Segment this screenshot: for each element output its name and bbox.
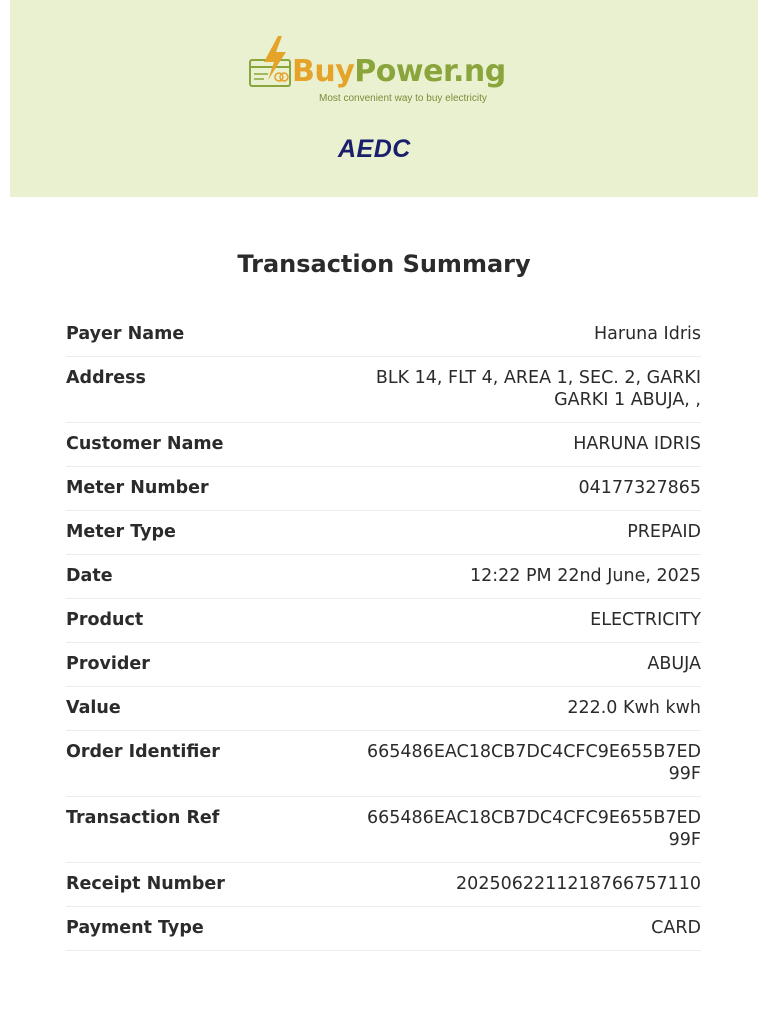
row-meter-type bbox=[66, 511, 701, 555]
row-receipt-number bbox=[66, 863, 701, 907]
row-provider bbox=[66, 643, 701, 687]
row-value: 04177327865 bbox=[578, 478, 701, 498]
row-label: Date bbox=[66, 566, 113, 586]
row-meter-number bbox=[66, 467, 701, 511]
summary-table bbox=[66, 313, 701, 951]
row-label: Payer Name bbox=[66, 324, 185, 344]
row-label: Meter Number bbox=[66, 478, 209, 498]
row-label: Customer Name bbox=[66, 434, 224, 454]
lightning-card-icon bbox=[248, 34, 294, 90]
row-value: 222.0 Kwh kwh bbox=[567, 698, 701, 718]
brand-name bbox=[292, 52, 506, 92]
row-transaction-ref bbox=[66, 797, 701, 863]
row-value: ELECTRICITY bbox=[590, 610, 701, 630]
row-label: Product bbox=[66, 610, 144, 630]
row-value: CARD bbox=[651, 918, 701, 938]
row-value: 12:22 PM 22nd June, 2025 bbox=[469, 566, 701, 586]
row-value: Haruna Idris bbox=[594, 324, 701, 344]
row-payment-type bbox=[66, 907, 701, 951]
row-label: Receipt Number bbox=[66, 874, 225, 894]
page-title: Transaction Summary bbox=[237, 250, 531, 278]
row-label: Provider bbox=[66, 654, 150, 674]
row-value: BLK 14, FLT 4, AREA 1, SEC. 2, GARKI GARKI 1 ABUJA, , bbox=[375, 368, 701, 410]
row-value: HARUNA IDRIS bbox=[573, 434, 701, 454]
row-payer-name bbox=[66, 313, 701, 357]
aedc-logo: AEDC bbox=[338, 135, 411, 163]
row-value: 2025062211218766757110 bbox=[456, 874, 701, 894]
row-value: 665486EAC18CB7DC4CFC9E655B7ED99F bbox=[367, 742, 701, 784]
row-value-kwh bbox=[66, 687, 701, 731]
row-label: Address bbox=[66, 368, 146, 388]
row-order-identifier bbox=[66, 731, 701, 797]
brand-buy: Buy bbox=[292, 54, 355, 89]
row-customer-name bbox=[66, 423, 701, 467]
row-label: Meter Type bbox=[66, 522, 176, 542]
row-label: Order Identifier bbox=[66, 742, 220, 762]
receipt-header bbox=[10, 0, 758, 197]
row-label: Value bbox=[66, 698, 121, 718]
row-value: PREPAID bbox=[627, 522, 701, 542]
row-date bbox=[66, 555, 701, 599]
row-label: Payment Type bbox=[66, 918, 204, 938]
row-value: 665486EAC18CB7DC4CFC9E655B7ED99F bbox=[367, 808, 701, 850]
row-value: ABUJA bbox=[647, 654, 701, 674]
brand-power: Power.ng bbox=[354, 54, 506, 89]
buypower-logo bbox=[248, 30, 538, 110]
row-label: Transaction Ref bbox=[66, 808, 220, 828]
brand-tagline: Most convenient way to buy electricity bbox=[319, 93, 487, 104]
row-product bbox=[66, 599, 701, 643]
row-address bbox=[66, 357, 701, 423]
